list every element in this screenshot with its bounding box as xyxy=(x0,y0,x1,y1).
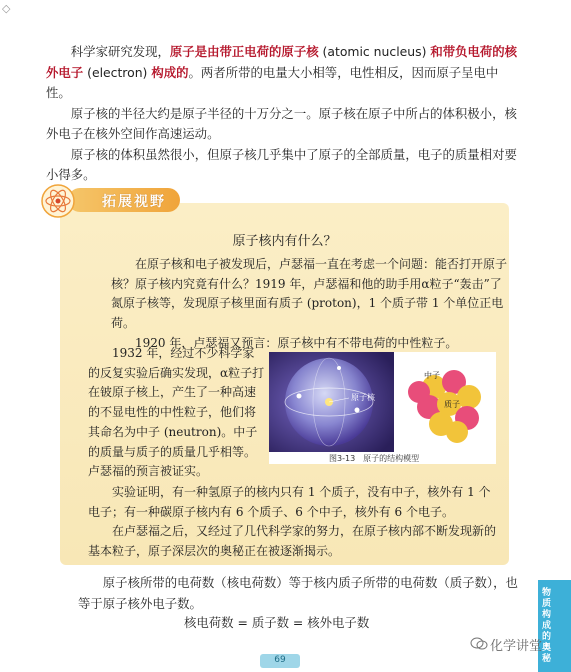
banner-label: 拓展视野 xyxy=(102,194,166,210)
atom-icon xyxy=(40,183,76,219)
page-number: 69 xyxy=(274,655,286,665)
intro-paragraph-1: 科学家研究发现，原子是由带正电荷的原子核 (atomic nucleus) 和带负电荷的核外电子 (electron) 构成的。两者所带的电量大小相等，电性相反，因而原子呈电中性。 xyxy=(46,44,518,100)
charge-formula: 核电荷数 = 质子数 = 核外电子数 xyxy=(184,615,370,630)
atom-model-illustration xyxy=(269,352,496,452)
extension-banner xyxy=(40,185,182,215)
intro-section xyxy=(46,42,518,186)
panel-paragraph-4: 实验证明，有一种氢原子的核内只有 1 个质子，没有中子，核外有 1 个电子；有一种碳原子核内有 6 个质子、6 个中子，核外有 6 个电子。 xyxy=(88,485,491,519)
atom-model-figure xyxy=(269,352,496,464)
panel-paragraph-1: 在原子核和电子被发现后，卢瑟福一直在考虑一个问题：能否打开原子核？原子核内究竟有什么？1919 年，卢瑟福和他的助手用α粒子“轰击”了氮原子核等，发现原子核里面有质子 (proton)，1 个质子带 1 个单位正电荷。 xyxy=(111,257,508,331)
panel-text-wrapped xyxy=(88,344,266,482)
panel-title: 原子核内有什么？ xyxy=(232,234,337,249)
chapter-side-tab xyxy=(538,580,571,672)
panel-paragraph-2: 1920 年，卢瑟福又预言：原子核中有不带电荷的中性粒子。 xyxy=(135,335,458,350)
intro-paragraph-3: 原子核的体积虽然很小，但原子核几乎集中了原子的全部质量，电子的质量相对要小得多。 xyxy=(46,146,517,182)
side-tab-text: 物质构成的奥秘 xyxy=(542,588,552,664)
label-neutron: 中子 xyxy=(424,371,440,380)
page-number-bar xyxy=(260,654,300,668)
panel-text-bottom xyxy=(88,483,501,562)
label-nucleus: 原子核 xyxy=(351,393,375,402)
intro-paragraph-2: 原子核的半径大约是原子半径的十万分之一。原子核在原子中所占的体积极小，核外电子在核外空间作高速运动。 xyxy=(46,105,517,141)
summary-paragraph: 原子核所带的电荷数（核电荷数）等于核内质子所带的电荷数（质子数），也等于原子核外电子数。 xyxy=(78,575,518,611)
figure-caption: 图3-13 原子的结构模型 xyxy=(329,454,420,463)
summary-section xyxy=(78,573,518,614)
panel-text-top xyxy=(111,255,509,354)
panel-paragraph-3: 1932 年，经过不少科学家的反复实验后确实发现，α粒子打在铍原子核上，产生了一种高速的不显电性的中性粒子，他们将其命名为中子 (neutron)。中子的质量与质子的质量几乎相等。卢瑟福的预言被证实。 xyxy=(88,346,265,479)
label-proton: 质子 xyxy=(444,400,460,409)
panel-paragraph-5: 在卢瑟福之后，又经过了几代科学家的努力，在原子核内部不断发现新的基本粒子，原子深层次的奥秘正在被逐渐揭示。 xyxy=(88,524,497,559)
watermark: 化学讲堂 xyxy=(490,639,543,654)
scan-corner-mark: ◇ xyxy=(2,2,11,15)
